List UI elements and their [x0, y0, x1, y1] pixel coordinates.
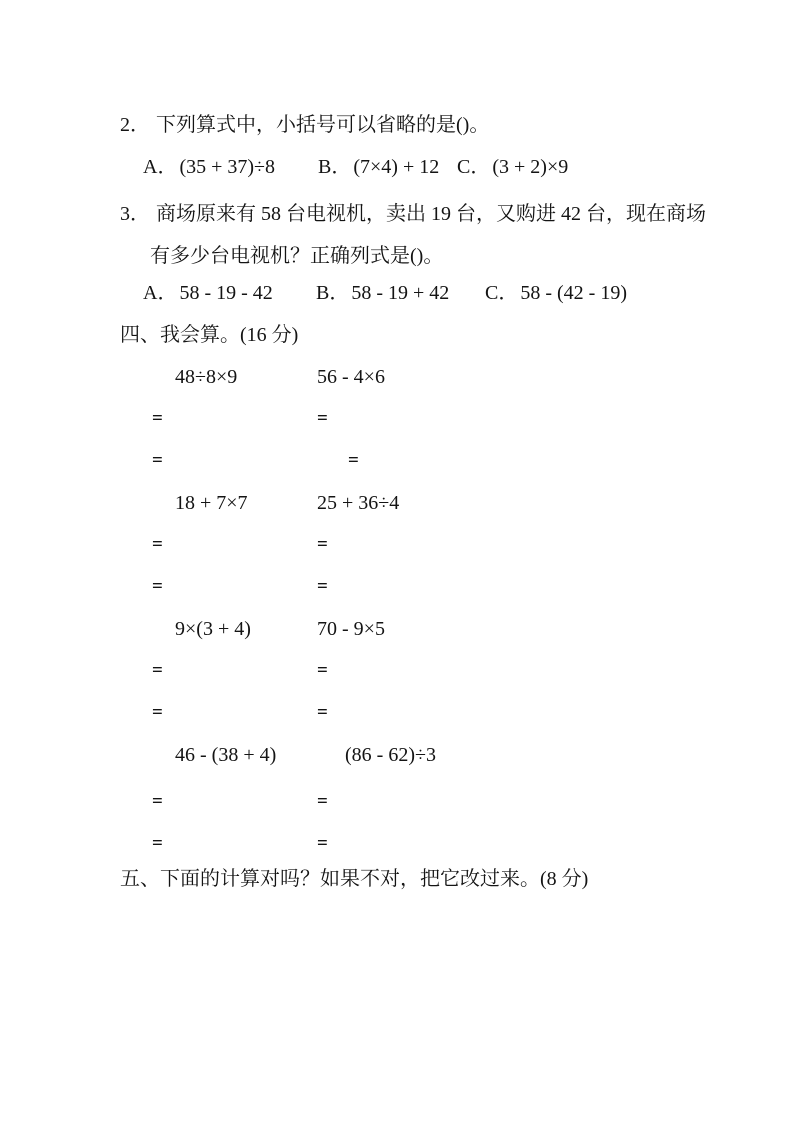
problem-row-4 [152, 734, 753, 776]
option-b-expression: (7×4) + 12 [353, 156, 440, 178]
question-2-option-c [457, 146, 753, 188]
equals-sign: = [348, 450, 359, 471]
problem-3-left-expression: 9×(3 + 4) [175, 618, 251, 640]
question-3-option-c [485, 272, 753, 314]
question-3-text-line-2: 有多少台电视机？正确列式是()。 [150, 245, 444, 267]
question-3-option-b [316, 272, 485, 314]
problem-2-right-expression: 25 + 36÷4 [317, 492, 400, 514]
section-5-heading: 五、下面的计算对吗？如果不对，把它改过来。(8 分) [120, 868, 589, 890]
question-3-text-line-1: 商场原来有 58 台电视机，卖出 19 台，又购进 42 台，现在商场 [156, 203, 706, 225]
section-4-heading: 四、我会算。(16 分) [120, 324, 299, 346]
equals-sign: = [317, 660, 328, 681]
question-2-text: 下列算式中，小括号可以省略的是()。 [156, 114, 490, 136]
problem-row-1-equals-line-2 [152, 440, 753, 482]
option-b-label: B． [316, 282, 350, 304]
question-2-option-b [318, 146, 457, 188]
question-3-stem-line-2 [120, 235, 753, 277]
equals-sign: = [152, 534, 163, 555]
option-a-expression: 58 - 19 - 42 [179, 282, 273, 304]
question-3-stem-line-1 [120, 193, 753, 235]
option-b-expression: 58 - 19 + 42 [351, 282, 450, 304]
equals-sign: = [317, 408, 328, 429]
option-a-expression: (35 + 37)÷8 [179, 156, 276, 178]
option-c-expression: 58 - (42 - 19) [520, 282, 627, 304]
equals-sign: = [152, 702, 163, 723]
option-b-label: B． [318, 156, 352, 178]
question-3-options [120, 272, 753, 314]
question-2-stem [120, 104, 753, 146]
equals-sign: = [317, 576, 328, 597]
option-c-label: C． [457, 156, 491, 178]
problem-row-1 [152, 356, 753, 398]
problem-2-left-expression: 18 + 7×7 [175, 492, 248, 514]
problem-row-2-equals-line-2 [152, 566, 753, 608]
problem-row-3-equals-line-1 [152, 650, 753, 692]
equals-sign: = [152, 450, 163, 471]
equals-sign: = [152, 576, 163, 597]
equals-sign: = [152, 833, 163, 854]
equals-sign: = [317, 534, 328, 555]
problem-3-right-expression: 70 - 9×5 [317, 618, 385, 640]
equals-sign: = [152, 791, 163, 812]
option-a-label: A． [143, 156, 178, 178]
problem-4-right-expression: (86 - 62)÷3 [345, 744, 436, 766]
problem-row-2-equals-line-1 [152, 524, 753, 566]
question-3-option-a [143, 272, 316, 314]
problem-1-left-expression: 48÷8×9 [175, 366, 238, 388]
problem-row-3-equals-line-2 [152, 692, 753, 734]
problem-row-1-equals-line-1 [152, 398, 753, 440]
problem-row-2 [152, 482, 753, 524]
question-3-number: 3． [120, 203, 150, 225]
equals-sign: = [152, 660, 163, 681]
equals-sign: = [317, 702, 328, 723]
option-a-label: A． [143, 282, 178, 304]
problem-row-4-equals-line-1 [152, 781, 753, 823]
option-c-expression: (3 + 2)×9 [492, 156, 569, 178]
question-2-number: 2． [120, 114, 150, 136]
question-2-option-a [143, 146, 318, 188]
equals-sign: = [152, 408, 163, 429]
problem-row-3 [152, 608, 753, 650]
equals-sign: = [317, 791, 328, 812]
equals-sign: = [317, 833, 328, 854]
option-c-label: C． [485, 282, 519, 304]
question-2-options [120, 146, 753, 188]
problem-1-right-expression: 56 - 4×6 [317, 366, 385, 388]
problem-4-left-expression: 46 - (38 + 4) [175, 744, 277, 766]
